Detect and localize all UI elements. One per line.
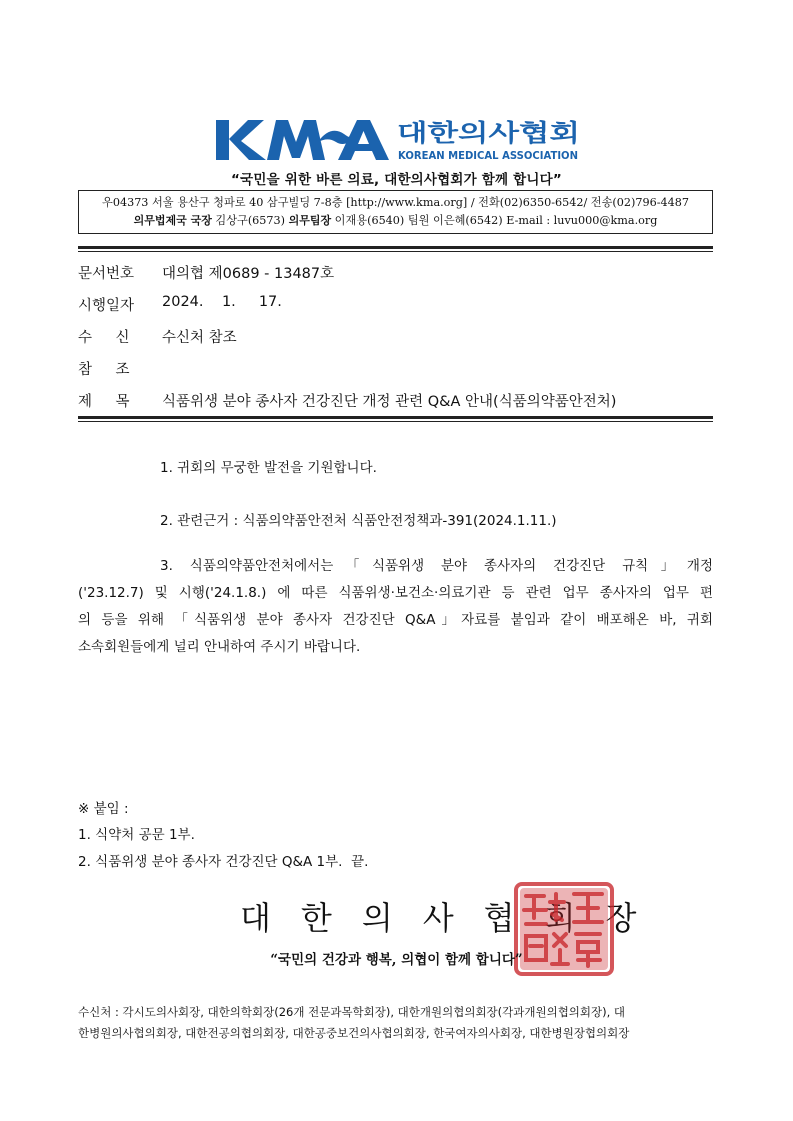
org-name-en: KOREAN MEDICAL ASSOCIATION: [398, 149, 578, 162]
meta-rule-thin: [78, 421, 713, 422]
contact-team-label: 의무팀장: [288, 214, 332, 227]
kma-logo: [214, 116, 580, 164]
attachment-item-2: 2. 식품위생 분야 종사자 건강진단 Q&A 1부. 끝.: [78, 854, 369, 870]
contact-line-2: [79, 212, 712, 230]
body-item-3-line-2: ('23.12.7) 및 시행('24.1.8.) 에 따른 식품위생·보건소·의료기관 등 관련 업무 종사자의 업무 편: [78, 585, 713, 601]
reference-label: 참 조: [78, 362, 131, 378]
body-item-3-line-1: 3. 식품의약품안전처에서는「식품위생 분야 종사자의 건강진단 규칙」개정: [160, 558, 713, 574]
body-item-3-line-4: 소속회원들에게 널리 안내하여 주시기 바랍니다.: [78, 639, 361, 655]
sender-signature: 대한의사협회장: [240, 899, 667, 937]
subject-label: 제 목: [78, 394, 131, 410]
meta-rule-thick: [78, 416, 713, 419]
contact-team-value: 이재용(6540) 팀원 이은혜(6542) E-mail : luvu000@kma.org: [331, 214, 658, 227]
date-label: 시행일자: [78, 298, 135, 314]
attachment-item-1: 1. 식약처 공문 1부.: [78, 827, 195, 843]
closing-slogan: “국민의 건강과 행복, 의협이 함께 합니다”: [270, 952, 523, 968]
org-name-ko: 대한의사협회: [397, 119, 580, 147]
contact-dept-label: 의무법제국 국장: [133, 214, 212, 227]
header-rule-thick: [78, 246, 713, 249]
recipients-line-2: 한병원의사협의회장, 대한전공의협의회장, 대한공중보건의사협의회장, 한국여자의사회장, 대한병원장협의회장: [78, 1026, 630, 1040]
attachment-label: ※ 붙임 :: [78, 801, 129, 817]
recipient: 수신처 참조: [162, 330, 237, 346]
date: 2024. 1. 17.: [162, 294, 282, 310]
header-rule-thin: [78, 251, 713, 252]
contact-dept-value: 김상구(6573): [211, 214, 289, 227]
recipients-line-1: 수신처 : 각시도의사회장, 대한의학회장(26개 전문과목학회장), 대한개원의협의회장(각과개원의협의회장), 대: [78, 1005, 626, 1019]
header-slogan: “국민을 위한 바른 의료, 대한의사협회가 함께 합니다”: [231, 172, 562, 188]
recipient-label: 수 신: [78, 330, 131, 346]
doc-number: 대의협 제0689 - 13487호: [162, 266, 335, 282]
body-item-3-line-3: 의 등을 위해 「식품위생 분야 종사자 건강진단 Q&A」자료를 붙임과 같이 배포해온 바, 귀회: [78, 612, 713, 628]
body-item-1: 1. 귀회의 무궁한 발전을 기원합니다.: [160, 460, 377, 476]
subject: 식품위생 분야 종사자 건강진단 개정 관련 Q&A 안내(식품의약품안전처): [162, 394, 617, 410]
doc-number-label: 문서번호: [78, 266, 135, 282]
body-item-3: [78, 553, 713, 661]
contact-box: [78, 190, 713, 234]
body-item-2: 2. 관련근거 : 식품의약품안전처 식품안전정책과-391(2024.1.11.): [160, 513, 557, 529]
contact-line-1: 우04373 서울 용산구 청파로 40 삼구빌딩 7-8층 [http://www.kma.org] / 전화(02)6350-6542/ 전송(02)796-4487: [102, 196, 689, 209]
